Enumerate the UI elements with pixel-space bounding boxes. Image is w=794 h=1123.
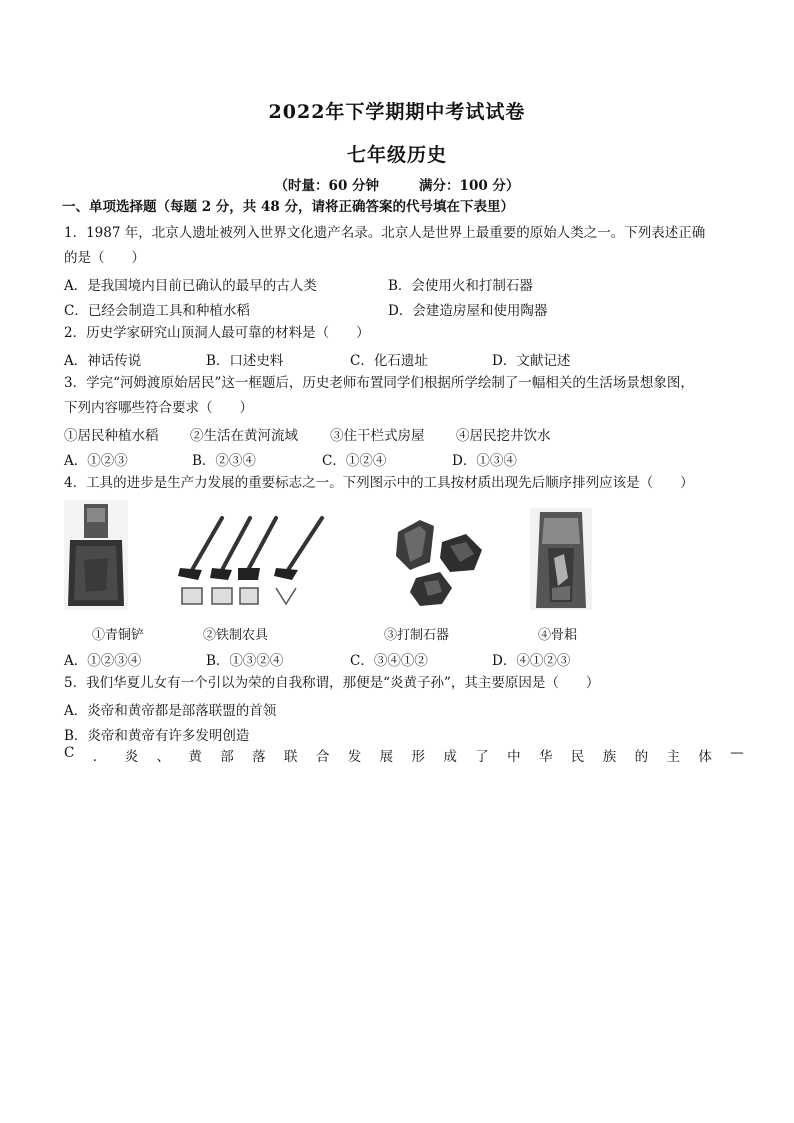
q2-option-c: C．化石遗址 [350,353,428,369]
q3-option-c: C．①②④ [322,453,387,469]
q1-stem-line1: 1．1987 年，北京人遗址被列入世界文化遗产名录。北京人是世界上最重要的原始人类之一。下列表述正确 [64,225,706,241]
q4-option-d: D．④①②③ [492,653,571,669]
q2-option-b: B．口述史料 [206,353,284,369]
q5-stem: 5．我们华夏儿女有一个引以为荣的自我称谓，那便是“炎黄子孙”，其主要原因是（ ） [64,675,600,691]
q1-option-b: B．会使用火和打制石器 [388,278,533,294]
exam-title: 2022年下学期期中考试试卷 [268,101,526,123]
bone-si-image [530,508,592,610]
q3-option-d: D．①③④ [452,453,517,469]
q1-option-d: D．会建造房屋和使用陶器 [388,303,548,319]
exam-time-score [0,174,794,194]
q3-item-4: ④居民挖井饮水 [456,428,551,444]
q4-option-c: C．③④①② [350,653,428,669]
q4-caption-4: ④骨耜 [538,628,578,643]
q4-caption-2: ②铁制农具 [203,628,269,643]
q4-caption-3: ③打制石器 [384,628,450,643]
q3-option-b: B．②③④ [192,453,256,469]
q2-option-a: A．神话传说 [64,353,142,369]
iron-farm-tools-image [172,510,332,610]
q1-stem-line2: 的是（ ） [64,250,145,266]
q1-option-a: A．是我国境内目前已确认的最早的古人类 [64,278,317,294]
q3-item-1: ①居民种植水稻 [64,428,159,444]
q5-option-a: A．炎帝和黄帝都是部落联盟的首领 [64,703,277,719]
q4-option-a: A．①②③④ [64,653,142,669]
q1-option-c: C．已经会制造工具和种植水稻 [64,303,250,319]
section-heading: 一、单项选择题（每题 2 分，共 48 分，请将正确答案的代号填在下表里） [62,199,514,215]
exam-subtitle: 七年级历史 [346,144,447,166]
chipped-stone-tools-image [390,512,490,610]
q4-caption-1: ①青铜铲 [92,628,145,643]
q5-option-c: C ． 炎 、 黄 部 落 联 合 发 展 形 成 了 中 华 民 族 的 主 体 — [64,745,744,765]
exam-time: （时量：60 分钟 [274,178,380,194]
bronze-shovel-image [64,500,128,610]
q5-option-b: B．炎帝和黄帝有许多发明创造 [64,728,250,744]
q2-option-d: D．文献记述 [492,353,571,369]
q3-item-2: ②生活在黄河流域 [190,428,298,444]
q2-stem: 2．历史学家研究山顶洞人最可靠的材料是（ ） [64,325,370,341]
q4-stem: 4．工具的进步是生产力发展的重要标志之一。下列图示中的工具按材质出现先后顺序排列应该是（ ） [64,475,694,491]
q3-item-3: ③住干栏式房屋 [330,428,425,444]
q3-stem-line2: 下列内容哪些符合要求（ ） [64,400,253,416]
exam-score: 满分：100 分） [419,178,520,194]
q4-option-b: B．①③②④ [206,653,284,669]
q3-stem-line1: 3．学完“河姆渡原始居民”这一框题后，历史老师布置同学们根据所学绘制了一幅相关的生活场景想象图， [64,375,694,391]
q3-option-a: A．①②③ [64,453,128,469]
